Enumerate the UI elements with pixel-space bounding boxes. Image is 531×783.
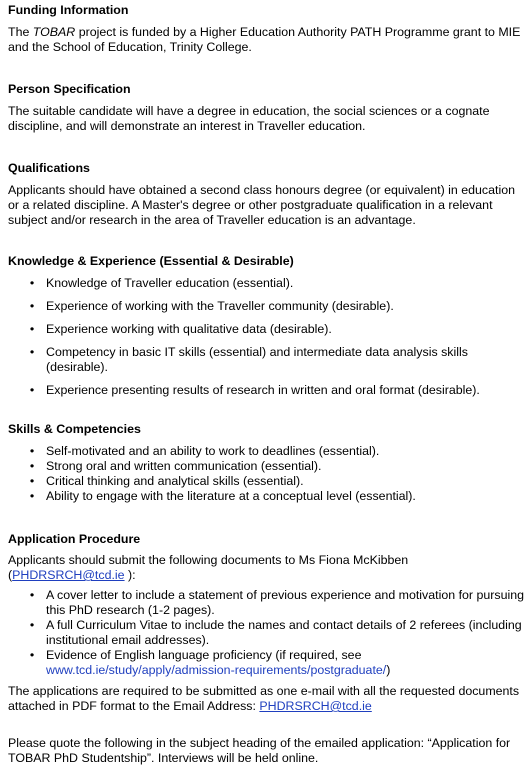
list-item: • Competency in basic IT skills (essential) and intermediate data analysis skills (desirable).: [8, 345, 525, 375]
bullet-icon: •: [29, 474, 35, 488]
funding-text: The TOBAR project is funded by a Higher Education Authority PATH Programme grant to MIE and the School of Education, Trinity College.: [8, 25, 521, 54]
bullet-icon: •: [29, 618, 35, 632]
list-item: • A cover letter to include a statement of previous experience and motivation for pursuing this PhD research (1-2 pages).: [8, 588, 525, 618]
bullet-icon: •: [29, 345, 35, 359]
funding-heading: Funding Information: [8, 3, 129, 17]
bullet-icon: •: [29, 459, 35, 473]
person-spec-text: The suitable candidate will have a degree in education, the social sciences or a cognate discipline, and will demonstrate an interest in Traveller education.: [8, 104, 490, 133]
list-item: • Experience working with qualitative data (desirable).: [8, 322, 525, 337]
person-spec-heading: Person Specification: [8, 82, 131, 96]
qualifications-text: Applicants should have obtained a second class honours degree (or equivalent) in education or a related discipline. A Master's degree or other postgraduate qualification in a relevant subject and/or research in the area of Traveller education is an advantage.: [8, 183, 515, 227]
knowledge-section: [8, 254, 525, 406]
submission-text: The applications are required to be submitted as one e-mail with all the requested documents attached in PDF format to the Email Address: PHDRSRCH@tcd.ie: [8, 684, 520, 713]
list-item: • Knowledge of Traveller education (essential).: [8, 276, 525, 291]
knowledge-list: [8, 276, 525, 398]
bullet-icon: •: [29, 648, 35, 662]
list-item: • Ability to engage with the literature at a conceptual level (essential).: [8, 489, 525, 504]
bullet-icon: •: [29, 276, 35, 290]
list-item: • Evidence of English language proficiency (if required, see www.tcd.ie/study/apply/admission-requirements/postgraduate/): [8, 648, 525, 678]
list-item: • A full Curriculum Vitae to include the names and contact details of 2 referees (including institutional email addresses).: [8, 618, 525, 648]
list-item: • Experience presenting results of research in written and oral format (desirable).: [8, 383, 525, 398]
qualifications-heading: Qualifications: [8, 161, 90, 175]
skills-heading: Skills & Competencies: [8, 422, 141, 436]
project-name: TOBAR: [32, 25, 76, 39]
subject-heading-text: Please quote the following in the subject heading of the emailed application: “Application for TOBAR PhD Studentship”. Interviews will be held online.: [8, 736, 511, 765]
application-list: [8, 588, 525, 678]
person-spec-section: [8, 82, 525, 134]
skills-section: [8, 422, 525, 504]
bullet-icon: •: [29, 322, 35, 336]
list-item: • Self-motivated and an ability to work to deadlines (essential).: [8, 444, 525, 459]
list-item: • Strong oral and written communication (essential).: [8, 459, 525, 474]
application-intro: Applicants should submit the following documents to Ms Fiona McKibben (PHDRSRCH@tcd.ie ):: [8, 553, 409, 582]
bullet-icon: •: [29, 299, 35, 313]
bullet-icon: •: [29, 489, 35, 503]
bullet-icon: •: [29, 383, 35, 397]
bullet-icon: •: [29, 444, 35, 458]
application-heading: Application Procedure: [8, 532, 141, 546]
application-section: [8, 532, 525, 766]
list-item: • Experience of working with the Traveller community (desirable).: [8, 299, 525, 314]
skills-list: [8, 444, 525, 504]
contact-email-link[interactable]: PHDRSRCH@tcd.ie: [12, 568, 125, 582]
list-item: • Critical thinking and analytical skills (essential).: [8, 474, 525, 489]
submission-email-link[interactable]: PHDRSRCH@tcd.ie: [259, 699, 372, 713]
knowledge-heading: Knowledge & Experience (Essential & Desirable): [8, 254, 294, 268]
qualifications-section: [8, 161, 525, 228]
bullet-icon: •: [29, 588, 35, 602]
funding-section: [8, 3, 525, 55]
admission-requirements-link[interactable]: www.tcd.ie/study/apply/admission-requirements/postgraduate/: [46, 663, 387, 677]
